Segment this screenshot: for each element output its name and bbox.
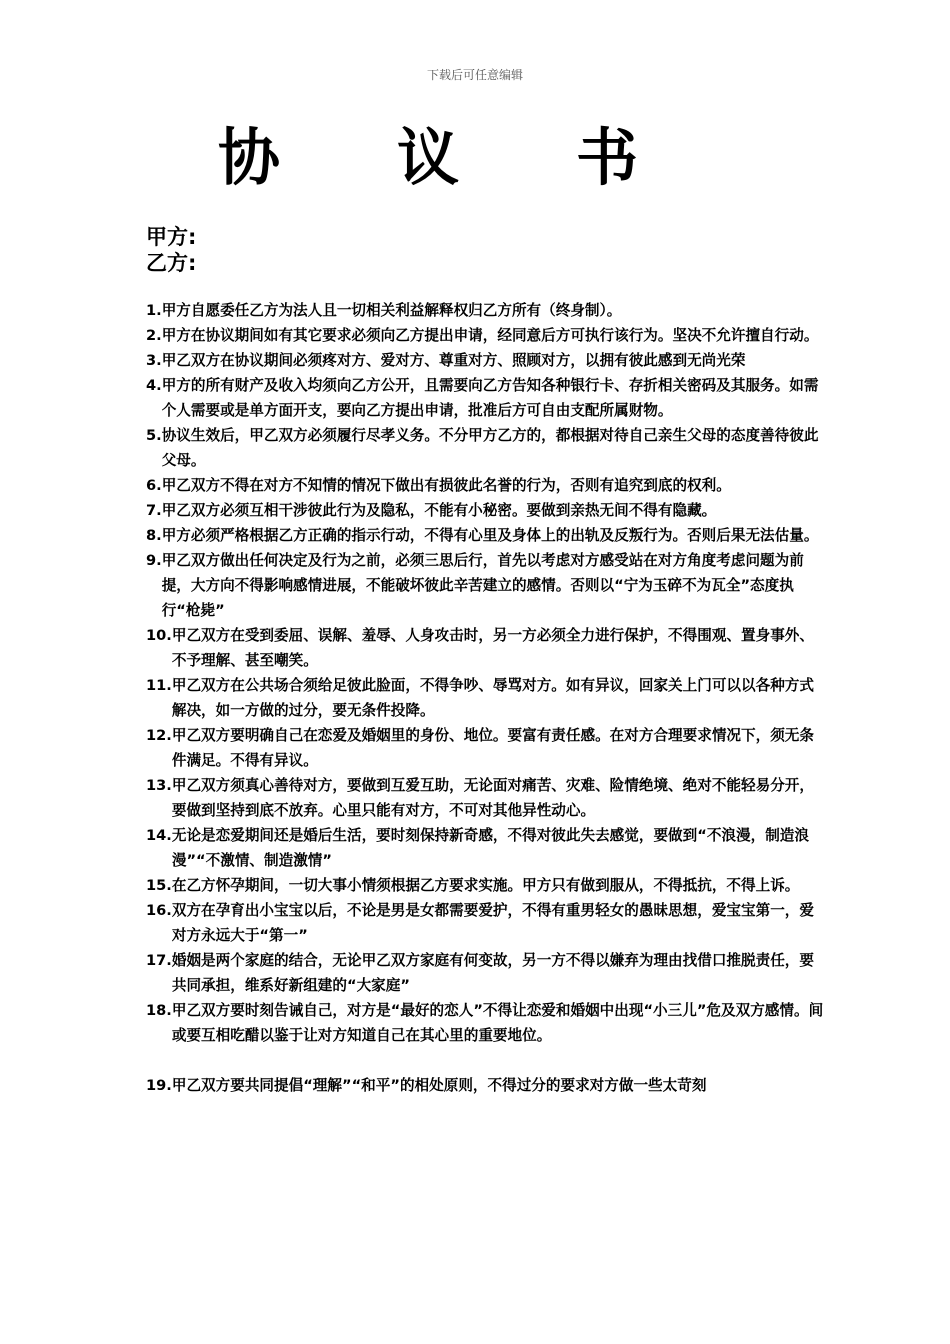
clause-text: 婚姻是两个家庭的结合，无论甲乙双方家庭有何变故，另一方不得以嫌弃为理由找借口推脱责任，要共同承担，维系好新组建的“大家庭” (171, 952, 814, 994)
clause-number: 3. (146, 352, 162, 369)
clause-number: 1. (146, 302, 162, 319)
clause-text: 甲乙双方不得在对方不知情的情况下做出有损彼此名誉的行为，否则有追究到底的权利。 (161, 477, 731, 494)
clause-number: 14. (146, 827, 172, 844)
clause-number: 19. (146, 1077, 172, 1094)
clause-number: 4. (146, 377, 162, 394)
clause-item (146, 998, 826, 1048)
clause-item (146, 673, 826, 723)
title-char-1: 协 (218, 121, 281, 194)
clause-text: 在乙方怀孕期间，一切大事小情须根据乙方要求实施。甲方只有做到服从，不得抵抗，不得上诉。 (171, 877, 800, 894)
clause-text: 甲方必须严格根据乙方正确的指示行动，不得有心里及身体上的出轨及反叛行为。否则后果无法估量。 (161, 527, 819, 544)
clause-item (146, 773, 826, 823)
clause-text: 甲方的所有财产及收入均须向乙方公开，且需要向乙方告知各种银行卡、存折相关密码及其服务。如需个人需要或是单方面开支，要向乙方提出申请，批准后方可自由支配所属财物。 (161, 377, 819, 419)
clause-text: 甲乙双方必须互相干涉彼此行为及隐私，不能有小秘密。要做到亲热无间不得有隐藏。 (161, 502, 717, 519)
clause-item (146, 1073, 826, 1098)
clause-number: 11. (146, 677, 172, 694)
clause-item (146, 948, 826, 998)
clause-text: 无论是恋爱期间还是婚后生活，要时刻保持新奇感，不得对彼此失去感觉，要做到“不浪漫，制造浪漫”“不激情、制造激情” (171, 827, 809, 869)
title-char-3: 书 (575, 121, 638, 194)
clause-number: 12. (146, 727, 172, 744)
clause-number: 7. (146, 502, 162, 519)
clause-list (146, 298, 826, 1098)
clause-text: 协议生效后，甲乙双方必须履行尽孝义务。不分甲方乙方的，都根据对待自己亲生父母的态度善待彼此父母。 (161, 427, 819, 469)
clause-text: 甲乙双方在受到委屈、误解、羞辱、人身攻击时，另一方必须全力进行保护，不得围观、置身事外、不予理解、甚至嘲笑。 (171, 627, 814, 669)
header-note: 下载后可任意编辑 (426, 68, 523, 82)
clause-item (146, 423, 826, 473)
clause-text: 甲方自愿委任乙方为法人且一切相关利益解释权归乙方所有（终身制）。 (161, 302, 622, 319)
clause-text: 双方在孕育出小宝宝以后，不论是男是女都需要爱护，不得有重男轻女的愚昧思想，爱宝宝第一，爱对方永远大于“第一” (171, 902, 814, 944)
clause-item (146, 873, 826, 898)
clause-item (146, 523, 826, 548)
clause-text: 甲乙双方须真心善待对方，要做到互爱互助，无论面对痛苦、灾难、险情绝境、绝对不能轻易分开，要做到坚持到底不放弃。心里只能有对方，不可对其他异性动心。 (171, 777, 814, 819)
clause-number: 2. (146, 327, 162, 344)
clause-item (146, 898, 826, 948)
clause-text: 甲乙双方在公共场合须给足彼此脸面，不得争吵、辱骂对方。如有异议，回家关上门可以以各种方式解决，如一方做的过分，要无条件投降。 (171, 677, 814, 719)
clause-number: 16. (146, 902, 172, 919)
clause-number: 8. (146, 527, 162, 544)
clause-item (146, 323, 826, 348)
parties-block (146, 224, 196, 276)
clause-number: 18. (146, 1002, 172, 1019)
clause-number: 10. (146, 627, 172, 644)
clause-item (146, 723, 826, 773)
clause-text: 甲乙双方要共同提倡“理解”“和平”的相处原则，不得过分的要求对方做一些太苛刻 (171, 1077, 707, 1094)
clause-item (146, 348, 826, 373)
party-b-label: 乙方: (146, 251, 197, 275)
clause-number: 15. (146, 877, 172, 894)
clause-number: 6. (146, 477, 162, 494)
clause-text: 甲乙双方在协议期间必须疼对方、爱对方、尊重对方、照顾对方，以拥有彼此感到无尚光荣 (161, 352, 746, 369)
clause-number: 9. (146, 552, 162, 569)
clause-item (146, 548, 826, 623)
clause-number: 5. (146, 427, 162, 444)
clause-text: 甲乙双方要时刻告诫自己，对方是“最好的恋人”不得让恋爱和婚姻中出现“小三儿”危及双方感情。间或要互相吃醋以鉴于让对方知道自己在其心里的重要地位。 (171, 1002, 824, 1044)
title-char-2: 议 (396, 121, 459, 194)
document-title (218, 118, 638, 198)
clause-text: 甲乙双方要明确自己在恋爱及婚姻里的身份、地位。要富有责任感。在对方合理要求情况下，须无条件满足。不得有异议。 (171, 727, 814, 769)
party-a-label: 甲方: (146, 225, 197, 249)
clause-number: 13. (146, 777, 172, 794)
clause-text: 甲乙双方做出任何决定及行为之前，必须三思后行，首先以考虑对方感受站在对方角度考虑问题为前提，大方向不得影响感情进展，不能破坏彼此辛苦建立的感情。否则以“宁为玉碎不为瓦全”态度执行“枪毙” (161, 552, 804, 619)
clause-number: 17. (146, 952, 172, 969)
clause-item (146, 298, 826, 323)
clause-item (146, 373, 826, 423)
clause-item (146, 473, 826, 498)
clause-text: 甲方在协议期间如有其它要求必须向乙方提出申请，经同意后方可执行该行为。坚决不允许擅自行动。 (161, 327, 819, 344)
clause-item (146, 498, 826, 523)
clause-item (146, 623, 826, 673)
clause-item (146, 823, 826, 873)
